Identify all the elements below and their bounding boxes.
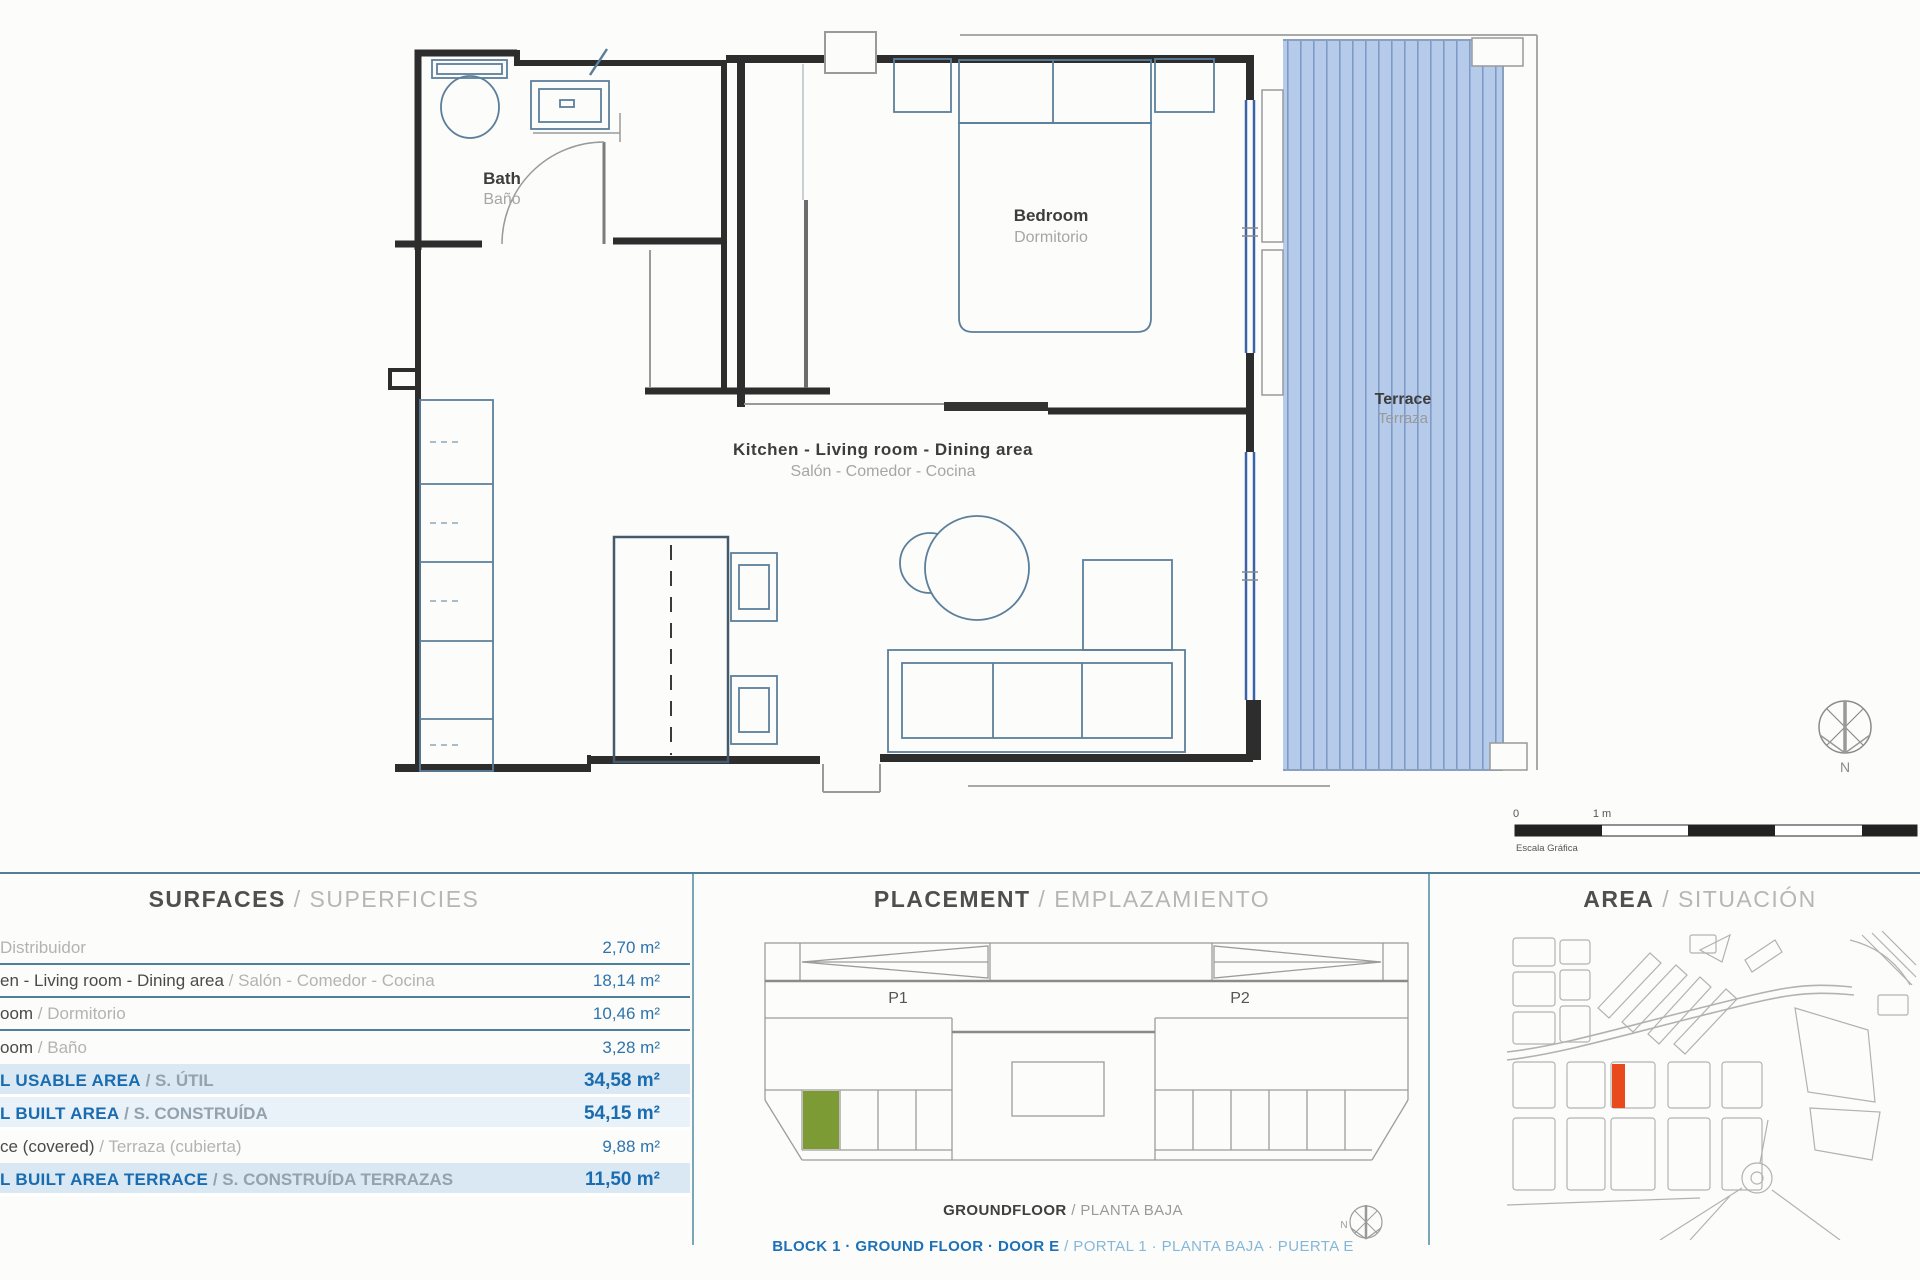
floor-label-en: GROUNDFLOOR	[943, 1202, 1067, 1219]
bedroom-label: Bedroom	[1013, 206, 1089, 225]
placement-title-es: / EMPLAZAMIENTO	[1030, 886, 1271, 912]
row-label: L BUILT AREA TERRACE / S. CONSTRUÍDA TERRAZAS	[0, 1170, 454, 1189]
row-label: oom / Baño	[0, 1038, 87, 1057]
table-row	[0, 932, 690, 965]
table-row	[0, 1031, 690, 1064]
kitchen-label-es: Salón - Comedor - Cocina	[790, 463, 976, 480]
location-marker	[1612, 1064, 1625, 1108]
terrace-label: Terrace	[1374, 391, 1432, 408]
row-label: en - Living room - Dining area / Salón - Comedor - Cocina	[0, 971, 435, 990]
surfaces-title	[0, 886, 628, 913]
p1-label: P1	[888, 990, 908, 1007]
floor-label-es: / PLANTA BAJA	[1066, 1202, 1183, 1219]
p2-label: P2	[1230, 990, 1250, 1007]
area-title	[1460, 886, 1920, 913]
row-label: L BUILT AREA / S. CONSTRUÍDA	[0, 1104, 268, 1123]
unit-label-en: BLOCK 1 · GROUND FLOOR · DOOR E	[772, 1238, 1060, 1255]
placement-title	[698, 886, 1446, 913]
compass-n-label: N	[1839, 759, 1851, 775]
terrace-label-es: Terraza	[1377, 410, 1429, 427]
panel-divider-right	[1428, 874, 1430, 1245]
row-value: 54,15 m²	[583, 1103, 660, 1124]
bath-label: Bath	[483, 169, 521, 188]
row-value: 2,70 m²	[602, 938, 660, 957]
table-row	[0, 1130, 690, 1163]
row-value: 3,28 m²	[602, 1038, 660, 1057]
scale-zero-label: 0	[1512, 808, 1520, 820]
section-top-border	[0, 872, 1920, 874]
scale-bar	[1513, 808, 1917, 854]
row-label: Distribuidor	[0, 938, 86, 957]
row-value: 10,46 m²	[592, 1004, 660, 1023]
table-row	[0, 965, 690, 998]
placement-floor-line	[698, 1202, 1428, 1219]
table-row	[0, 1163, 690, 1196]
surfaces-title-en: SURFACES	[148, 886, 286, 912]
bedroom-label-es: Dormitorio	[1014, 229, 1088, 246]
panel-divider-left	[692, 874, 694, 1245]
surfaces-rows	[0, 932, 690, 1196]
area-title-en: AREA	[1583, 886, 1655, 912]
area-title-es: / SITUACIÓN	[1654, 886, 1817, 912]
row-value: 9,88 m²	[602, 1137, 660, 1156]
row-label: ce (covered) / Terraza (cubierta)	[0, 1137, 242, 1156]
kitchen-label: Kitchen - Living room - Dining area	[733, 440, 1033, 459]
placement-title-en: PLACEMENT	[873, 886, 1031, 912]
placement-diagram	[765, 943, 1408, 1160]
scale-caption: Escala Gráfica	[1516, 843, 1578, 854]
unit-highlight	[803, 1091, 839, 1149]
table-row	[0, 1064, 690, 1097]
situation-map	[1507, 931, 1916, 1240]
row-label: oom / Dormitorio	[0, 1004, 126, 1023]
surfaces-title-es: / SUPERFICIES	[285, 886, 480, 912]
table-row	[0, 998, 690, 1031]
compass-icon	[1819, 701, 1871, 775]
scale-1m-label: 1 m	[1592, 808, 1612, 820]
row-value: 34,58 m²	[583, 1070, 660, 1091]
row-value: 18,14 m²	[592, 971, 660, 990]
table-row	[0, 1097, 690, 1130]
placement-compass-n: N	[1340, 1220, 1348, 1231]
placement-unit-line	[698, 1238, 1428, 1255]
row-label: L USABLE AREA / S. ÚTIL	[0, 1071, 214, 1090]
bath-label-es: Baño	[483, 191, 521, 208]
unit-label-es: / PORTAL 1 · PLANTA BAJA · PUERTA E	[1059, 1238, 1354, 1255]
row-value: 11,50 m²	[585, 1169, 660, 1190]
